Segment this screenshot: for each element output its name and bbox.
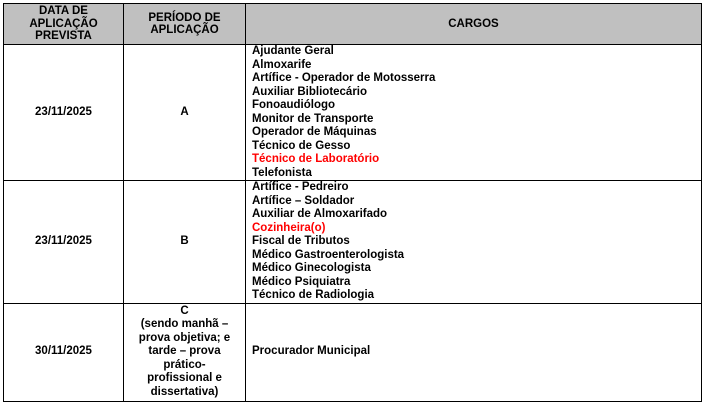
table-row (4, 181, 702, 304)
cargo-item: Artífice – Soldador (252, 194, 355, 207)
cargo-item: Técnico de Gesso (252, 139, 351, 152)
header-date-line: APLICAÇÃO (29, 17, 98, 30)
cargo-item: Médico Psiquiatra (252, 275, 351, 288)
cargo-item: Procurador Municipal (252, 345, 371, 358)
header-period-line: PERÍODO DE (148, 11, 221, 24)
table-header-row (4, 4, 702, 45)
table-row (4, 303, 702, 401)
period-line: prova objetiva; e (138, 331, 231, 344)
period-line: prático- (163, 358, 206, 371)
header-date-line: DATA DE (39, 5, 88, 18)
cargo-item: Técnico de Radiologia (252, 289, 375, 301)
cargo-item: Ajudante Geral (252, 45, 334, 57)
cargo-item-highlighted: Técnico de Laboratório (252, 153, 380, 165)
cargo-item: Auxiliar de Almoxarifado (252, 208, 388, 220)
period-line: tarde – prova (148, 345, 221, 358)
schedule-table (3, 3, 702, 402)
table-row (4, 45, 702, 181)
cargos-cell (246, 303, 702, 401)
period-line: dissertativa) (150, 385, 219, 398)
period-cell: B (124, 181, 246, 304)
cargo-item: Auxiliar Bibliotecário (252, 85, 368, 98)
period-cell (124, 303, 246, 401)
cargo-item: Artífice - Operador de Motosserra (252, 72, 436, 84)
date-cell: 23/11/2025 (4, 45, 124, 181)
cargo-item: Operador de Máquinas (252, 126, 377, 138)
period-line: C (180, 304, 189, 317)
cargo-item: Médico Ginecologista (252, 262, 371, 274)
cargo-item: Médico Gastroenterologista (252, 248, 405, 261)
cargo-item: Fiscal de Tributos (252, 235, 350, 247)
period-line: (sendo manhã – (140, 318, 229, 331)
cargo-item: Monitor de Transporte (252, 112, 374, 125)
header-period (124, 4, 246, 45)
date-cell: 30/11/2025 (4, 303, 124, 401)
cargo-item: Telefonista (252, 166, 312, 179)
header-cargos: CARGOS (246, 4, 702, 45)
header-date-line: PREVISTA (35, 30, 92, 43)
period-cell: A (124, 45, 246, 181)
header-period-line: APLICAÇÃO (150, 24, 219, 36)
cargos-cell (246, 181, 702, 304)
date-cell: 23/11/2025 (4, 181, 124, 304)
period-line: profissional e (147, 372, 222, 385)
cargos-cell (246, 45, 702, 181)
header-date (4, 4, 124, 45)
cargo-item: Fonoaudiólogo (252, 99, 336, 111)
cargo-item: Artífice - Pedreiro (252, 181, 349, 193)
cargo-item: Almoxarife (252, 58, 312, 71)
cargo-item-highlighted: Cozinheira(o) (252, 221, 326, 234)
